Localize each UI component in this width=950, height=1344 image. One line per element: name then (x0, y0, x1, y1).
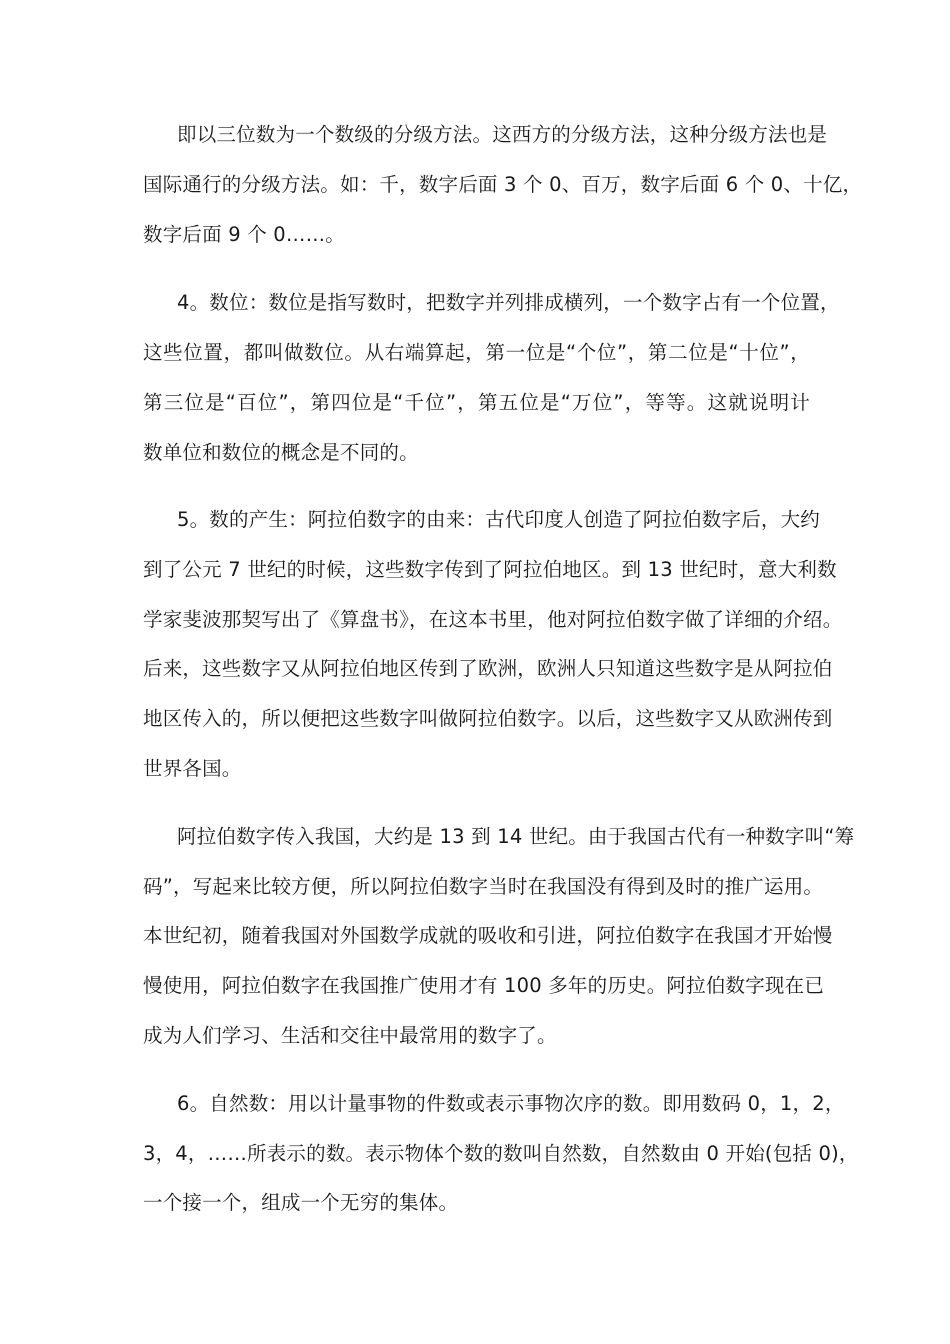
paragraph-line: 到了公元 7 世纪的时候，这些数字传到了阿拉伯地区。到 13 世纪时，意大利数 (143, 558, 837, 581)
paragraph-line: 4。数位：数位是指写数时，把数字并列排成横列，一个数字占有一个位置， (177, 291, 840, 314)
paragraph-line: 地区传入的，所以便把这些数字叫做阿拉伯数字。以后，这些数字又从欧洲传到 (143, 707, 833, 730)
paragraph-line: 阿拉伯数字传入我国，大约是 13 到 14 世纪。由于我国古代有一种数字叫“筹 (177, 825, 855, 848)
paragraph-line: 学家斐波那契写出了《算盘书》，在这本书里，他对阿拉伯数字做了详细的介绍。 (143, 608, 843, 631)
paragraph-line: 码”，写起来比较方便，所以阿拉伯数字当时在我国没有得到及时的推广运用。 (143, 875, 824, 898)
paragraph-line: 这些位置，都叫做数位。从右端算起，第一位是“个位”，第二位是“十位”， (143, 341, 810, 364)
paragraph-line: 即以三位数为一个数级的分级方法。这西方的分级方法，这种分级方法也是 (177, 123, 828, 146)
paragraph-line: 世界各国。 (143, 757, 242, 780)
paragraph-line: 6。自然数：用以计量事物的件数或表示事物次序的数。即用数码 0，1，2， (177, 1092, 845, 1115)
paragraph-line: 国际通行的分级方法。如：千，数字后面 3 个 0、百万，数字后面 6 个 0、十亿， (143, 173, 863, 196)
paragraph-line: 本世纪初，随着我国对外国数学成就的吸收和引进，阿拉伯数字在我国才开始慢 (143, 924, 833, 947)
paragraph-line: 慢使用，阿拉伯数字在我国推广使用才有 100 多年的历史。阿拉伯数字现在已 (143, 974, 825, 997)
paragraph-line: 一个接一个，组成一个无穷的集体。 (143, 1191, 459, 1214)
paragraph-line: 数字后面 9 个 0……。 (143, 223, 346, 246)
paragraph-line: 成为人们学习、生活和交往中最常用的数字了。 (143, 1024, 557, 1047)
paragraph-line: 后来，这些数字又从阿拉伯地区传到了欧洲，欧洲人只知道这些数字是从阿拉伯 (143, 657, 833, 680)
paragraph-line: 5。数的产生：阿拉伯数字的由来：古代印度人创造了阿拉伯数字后，大约 (177, 508, 821, 531)
paragraph-line: 3，4，……所表示的数。表示物体个数的数叫自然数，自然数由 0 开始(包括 0)， (143, 1142, 859, 1165)
paragraph-line: 第三位是“百位”，第四位是“千位”，第五位是“万位”，等等。这就说明计 (143, 391, 810, 414)
paragraph-line: 数单位和数位的概念是不同的。 (143, 441, 419, 464)
